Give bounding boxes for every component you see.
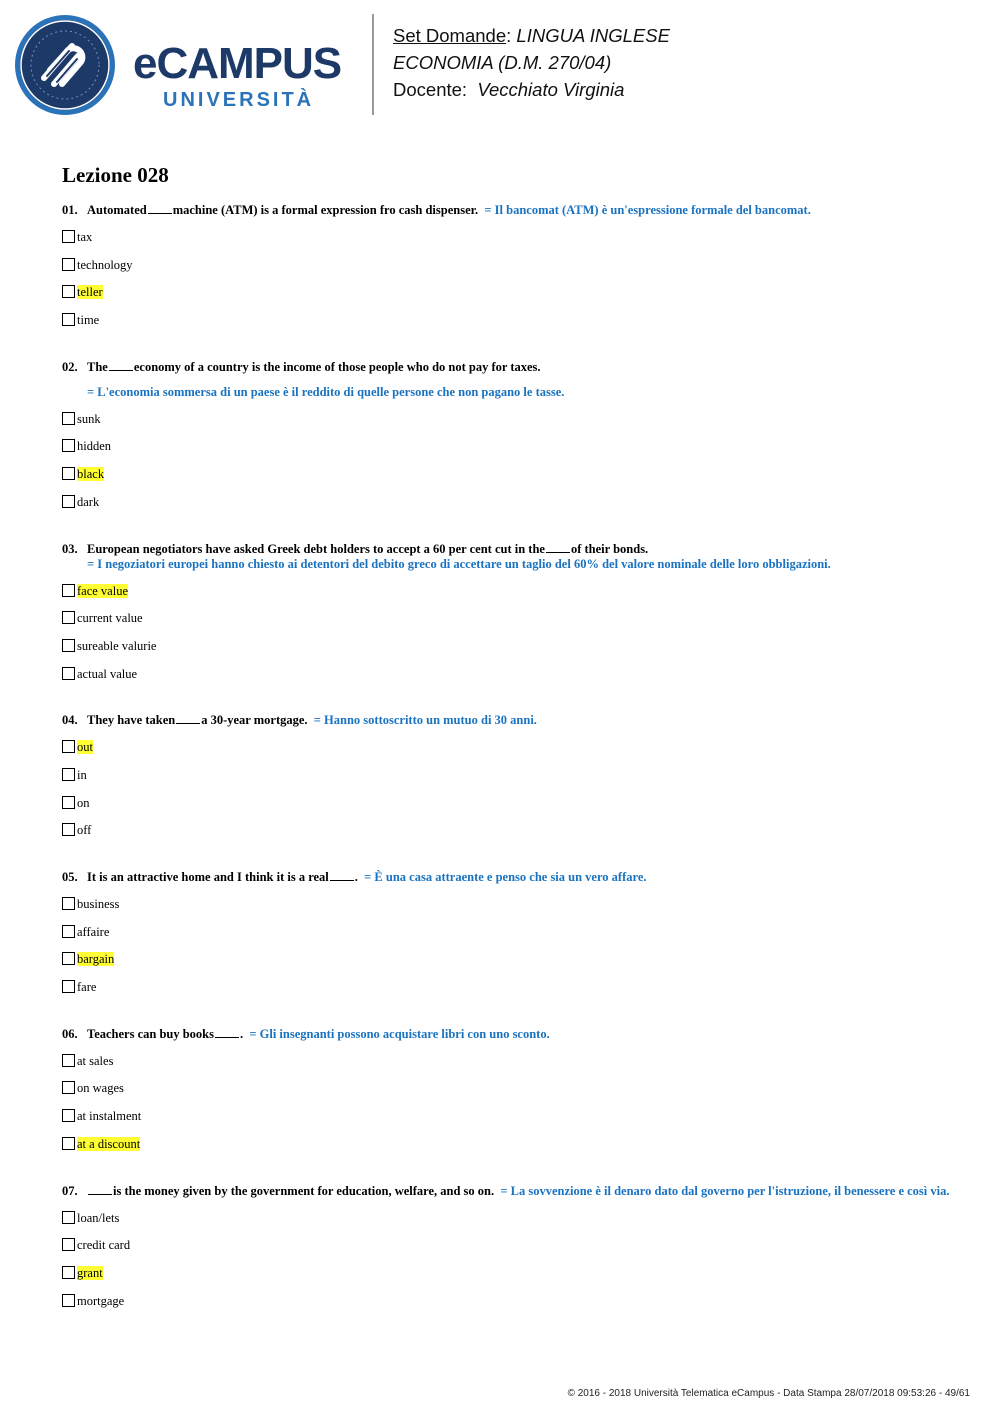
header-divider bbox=[372, 14, 374, 115]
correct-answer-label: grant bbox=[77, 1265, 103, 1280]
checkbox[interactable] bbox=[62, 313, 75, 326]
teacher-label: Docente: bbox=[393, 79, 468, 100]
checkbox[interactable] bbox=[62, 285, 75, 298]
checkbox[interactable] bbox=[62, 584, 75, 597]
answer-label: credit card bbox=[77, 1238, 131, 1253]
answer-option[interactable] bbox=[62, 412, 982, 440]
answer-label: on bbox=[77, 795, 90, 810]
question-text-after-blank: . bbox=[354, 870, 358, 884]
question-text bbox=[62, 712, 982, 728]
question-4 bbox=[62, 712, 982, 851]
italian-translation: = Il bancomat (ATM) è un'espressione formale del bancomat. bbox=[484, 203, 811, 217]
italian-translation: = Hanno sottoscritto un mutuo di 30 anni. bbox=[313, 713, 537, 728]
answer-option[interactable] bbox=[62, 980, 982, 1008]
answer-option[interactable] bbox=[62, 230, 982, 258]
page-footer: © 2016 - 2018 Università Telematica eCampus - Data Stampa 28/07/2018 09:53:26 - 49/61 bbox=[567, 1388, 970, 1399]
question-number: 01. bbox=[62, 203, 78, 217]
answer-label: at sales bbox=[77, 1053, 114, 1068]
checkbox[interactable] bbox=[62, 639, 75, 652]
question-text bbox=[62, 541, 982, 557]
answer-blank bbox=[330, 871, 354, 881]
page-header bbox=[0, 0, 1000, 130]
answer-label: sunk bbox=[77, 411, 101, 426]
correct-answer-label: out bbox=[77, 740, 93, 755]
checkbox[interactable] bbox=[62, 1054, 75, 1067]
italian-translation: = Gli insegnanti possono acquistare libri con uno sconto. bbox=[249, 1026, 550, 1041]
answer-label: fare bbox=[77, 980, 97, 995]
question-7 bbox=[62, 1183, 982, 1322]
answer-options bbox=[62, 897, 982, 1008]
answer-label: mortgage bbox=[77, 1293, 125, 1308]
answer-label: sureable valurie bbox=[77, 638, 157, 653]
question-number: 03. bbox=[62, 541, 78, 556]
answer-options bbox=[62, 584, 982, 695]
answer-option[interactable] bbox=[62, 1266, 982, 1294]
answer-option[interactable] bbox=[62, 1294, 982, 1322]
question-text-before-blank: They have taken bbox=[87, 713, 176, 728]
answer-option[interactable] bbox=[62, 611, 982, 639]
question-text-after-blank: machine (ATM) is a formal expression fro cash dispenser. bbox=[172, 203, 479, 217]
answer-options bbox=[62, 412, 982, 523]
answer-option[interactable] bbox=[62, 639, 982, 667]
correct-answer-label: bargain bbox=[77, 952, 115, 967]
lesson-title: Lezione 028 bbox=[62, 163, 169, 187]
answer-blank bbox=[176, 714, 200, 724]
question-number: 02. bbox=[62, 359, 78, 374]
question-text-before-blank: Teachers can buy books bbox=[87, 1026, 214, 1041]
answer-option[interactable] bbox=[62, 796, 982, 824]
answer-blank bbox=[109, 361, 133, 371]
answer-blank bbox=[148, 204, 172, 214]
answer-option[interactable] bbox=[62, 584, 982, 612]
checkbox[interactable] bbox=[62, 980, 75, 993]
question-number: 07. bbox=[62, 1183, 78, 1198]
checkbox[interactable] bbox=[62, 768, 75, 781]
correct-answer-label: at a discount bbox=[77, 1136, 141, 1151]
question-text bbox=[62, 1026, 982, 1042]
italian-translation: = L'economia sommersa di un paese è il reddito di quelle persone che non pagano le tasse. bbox=[87, 384, 565, 399]
checkbox[interactable] bbox=[62, 611, 75, 624]
answer-option[interactable] bbox=[62, 285, 982, 313]
checkbox[interactable] bbox=[62, 667, 75, 680]
question-text-before-blank: European negotiators have asked Greek debt holders to accept a 60 per cent cut in the bbox=[87, 541, 545, 556]
answer-option[interactable] bbox=[62, 823, 982, 851]
answer-blank bbox=[215, 1028, 239, 1038]
checkbox[interactable] bbox=[62, 925, 75, 938]
answer-option[interactable] bbox=[62, 952, 982, 980]
checkbox[interactable] bbox=[62, 1109, 75, 1122]
answer-option[interactable] bbox=[62, 1137, 982, 1165]
set-value: LINGUA INGLESE bbox=[516, 25, 670, 46]
answer-label: tax bbox=[77, 230, 93, 244]
answer-option[interactable] bbox=[62, 768, 982, 796]
question-3 bbox=[62, 541, 982, 695]
answer-option[interactable] bbox=[62, 1054, 982, 1082]
question-text bbox=[62, 869, 982, 885]
checkbox[interactable] bbox=[62, 439, 75, 452]
ecampus-wordmark bbox=[133, 36, 355, 114]
checkbox[interactable] bbox=[62, 897, 75, 910]
question-6 bbox=[62, 1026, 982, 1165]
question-number: 05. bbox=[62, 870, 78, 884]
checkbox[interactable] bbox=[62, 412, 75, 425]
answer-label: technology bbox=[77, 257, 133, 272]
question-text-before-blank: It is an attractive home and I think it is a real bbox=[87, 870, 329, 884]
answer-label: at instalment bbox=[77, 1109, 142, 1124]
answer-blank bbox=[88, 1185, 112, 1195]
answer-options bbox=[62, 1211, 982, 1322]
italian-translation: = È una casa attraente e penso che sia un vero affare. bbox=[364, 870, 647, 884]
answer-option[interactable] bbox=[62, 667, 982, 695]
answer-option[interactable] bbox=[62, 495, 982, 523]
answer-option[interactable] bbox=[62, 1109, 982, 1137]
answer-label: business bbox=[77, 897, 120, 911]
checkbox[interactable] bbox=[62, 796, 75, 809]
correct-answer-label: face value bbox=[77, 583, 129, 598]
checkbox[interactable] bbox=[62, 823, 75, 836]
teacher-name: Vecchiato Virginia bbox=[477, 79, 625, 100]
checkbox[interactable] bbox=[62, 952, 75, 965]
answer-label: actual value bbox=[77, 666, 138, 681]
ecampus-emblem-icon bbox=[14, 14, 116, 116]
checkbox[interactable] bbox=[62, 1266, 75, 1279]
answer-label: in bbox=[77, 767, 87, 782]
checkbox[interactable] bbox=[62, 1294, 75, 1307]
question-set bbox=[62, 162, 982, 1321]
checkbox[interactable] bbox=[62, 230, 75, 243]
course-name: ECONOMIA (D.M. 270/04) bbox=[393, 52, 612, 73]
question-text bbox=[62, 202, 982, 218]
answer-option[interactable] bbox=[62, 740, 982, 768]
answer-option[interactable] bbox=[62, 258, 982, 286]
checkbox[interactable] bbox=[62, 467, 75, 480]
answer-label: on wages bbox=[77, 1081, 124, 1096]
question-text-before-blank: The bbox=[87, 359, 108, 374]
question-number: 04. bbox=[62, 713, 78, 728]
question-text-after-blank: is the money given by the government for education, welfare, and so on. bbox=[113, 1183, 495, 1198]
question-number: 06. bbox=[62, 1026, 78, 1041]
answer-option[interactable] bbox=[62, 439, 982, 467]
answer-label: current value bbox=[77, 611, 143, 626]
checkbox[interactable] bbox=[62, 740, 75, 753]
answer-option[interactable] bbox=[62, 313, 982, 341]
answer-option[interactable] bbox=[62, 925, 982, 953]
answer-label: hidden bbox=[77, 439, 112, 454]
answer-label: time bbox=[77, 313, 100, 328]
question-text bbox=[62, 359, 982, 375]
svg-text:eCAMPUS: eCAMPUS bbox=[133, 39, 342, 88]
answer-options bbox=[62, 1054, 982, 1165]
question-text-after-blank: of their bonds. bbox=[570, 541, 649, 556]
answer-options bbox=[62, 740, 982, 851]
question-text-after-blank: a 30-year mortgage. bbox=[201, 713, 308, 728]
checkbox[interactable] bbox=[62, 495, 75, 508]
answer-options bbox=[62, 230, 982, 341]
question-text bbox=[62, 1183, 982, 1199]
checkbox[interactable] bbox=[62, 1081, 75, 1094]
answer-option[interactable] bbox=[62, 897, 982, 925]
question-5 bbox=[62, 869, 982, 1008]
question-2 bbox=[62, 359, 982, 523]
svg-text:UNIVERSITÀ: UNIVERSITÀ bbox=[163, 89, 315, 111]
answer-option[interactable] bbox=[62, 1238, 982, 1266]
checkbox[interactable] bbox=[62, 1211, 75, 1224]
question-text-after-blank: economy of a country is the income of those people who do not pay for taxes. bbox=[133, 359, 541, 374]
course-info: Set Domande: LINGUA INGLESE ECONOMIA (D.M. 270/04) Docente: Vecchiato Virginia bbox=[393, 25, 670, 100]
correct-answer-label: teller bbox=[77, 285, 103, 300]
question-1 bbox=[62, 202, 982, 341]
checkbox[interactable] bbox=[62, 1238, 75, 1251]
question-list bbox=[62, 202, 982, 1321]
answer-option[interactable] bbox=[62, 467, 982, 495]
checkbox[interactable] bbox=[62, 1137, 75, 1150]
correct-answer-label: black bbox=[77, 467, 105, 482]
answer-label: dark bbox=[77, 494, 100, 509]
italian-translation: = I negoziatori europei hanno chiesto ai detentori del debito greco di accettare un taglio del 60% del valore nominale delle loro obbligazioni. bbox=[87, 556, 831, 571]
answer-blank bbox=[546, 543, 570, 553]
checkbox[interactable] bbox=[62, 258, 75, 271]
answer-label: loan/lets bbox=[77, 1210, 120, 1225]
question-text-before-blank: Automated bbox=[87, 203, 147, 217]
italian-translation: = La sovvenzione è il denaro dato dal governo per l'istruzione, il benessere e così via. bbox=[500, 1183, 950, 1198]
question-text-after-blank: . bbox=[240, 1026, 244, 1041]
answer-label: affaire bbox=[77, 924, 110, 939]
answer-option[interactable] bbox=[62, 1081, 982, 1109]
answer-option[interactable] bbox=[62, 1211, 982, 1239]
answer-label: off bbox=[77, 823, 92, 838]
set-label: Set Domande bbox=[393, 25, 507, 46]
